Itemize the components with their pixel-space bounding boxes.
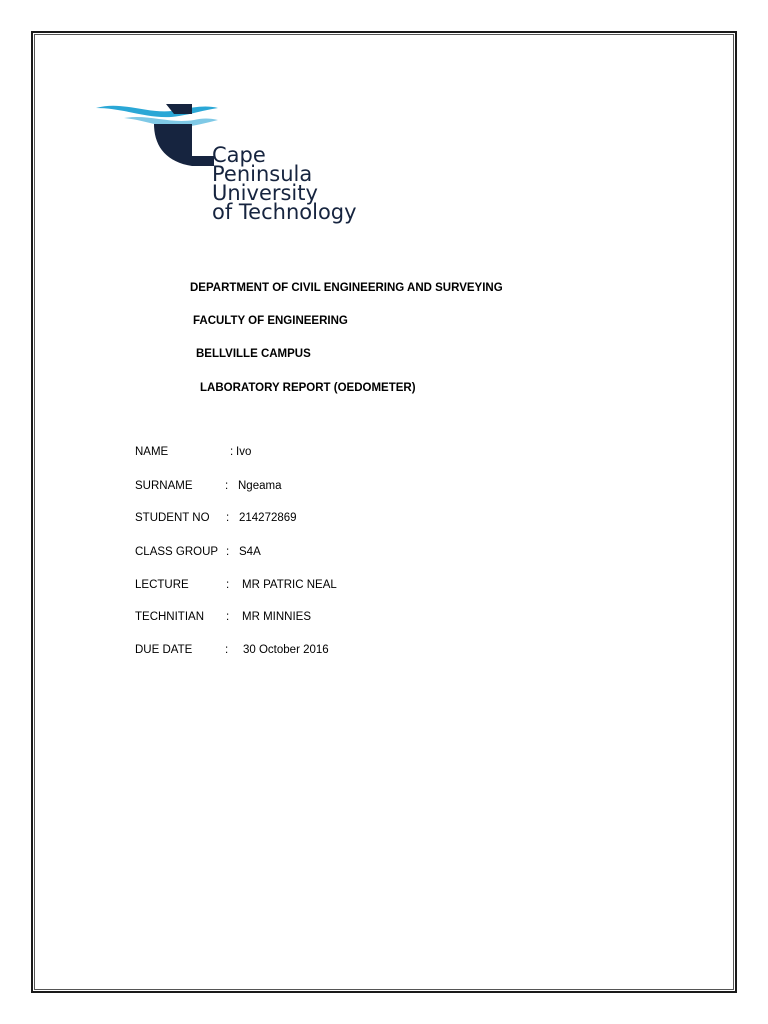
logo-wordmark xyxy=(212,143,357,224)
department-heading: DEPARTMENT OF CIVIL ENGINEERING AND SURVEYING xyxy=(190,282,503,294)
field-separator: : xyxy=(226,512,230,524)
field-label: STUDENT NO xyxy=(135,512,210,524)
field-label: NAME xyxy=(135,446,169,458)
faculty-heading: FACULTY OF ENGINEERING xyxy=(193,315,348,327)
field-label: DUE DATE xyxy=(135,644,193,656)
field-separator: : xyxy=(226,579,230,591)
field-separator: : xyxy=(225,480,229,492)
field-value: Ivo xyxy=(236,446,252,458)
logo-line-3: University xyxy=(212,181,318,205)
field-label: TECHNITIAN xyxy=(135,611,204,623)
field-separator: : xyxy=(226,611,230,623)
logo-line-2: Peninsula xyxy=(212,162,313,186)
campus-heading: BELLVILLE CAMPUS xyxy=(196,348,311,360)
university-logo xyxy=(94,96,414,231)
field-value: S4A xyxy=(239,546,261,558)
field-separator: : xyxy=(230,446,234,458)
field-separator: : xyxy=(226,546,230,558)
logo-line-1: Cape xyxy=(212,143,266,167)
logo-emblem xyxy=(94,96,224,171)
field-separator: : xyxy=(225,644,229,656)
field-label: CLASS GROUP xyxy=(135,546,219,558)
report-title: LABORATORY REPORT (OEDOMETER) xyxy=(200,382,416,394)
field-value: 214272869 xyxy=(239,512,297,524)
logo-line-4: of Technology xyxy=(212,200,357,224)
field-label: SURNAME xyxy=(135,480,193,492)
field-value: MR MINNIES xyxy=(242,611,311,623)
field-value: MR PATRIC NEAL xyxy=(242,579,337,591)
field-value: 30 October 2016 xyxy=(243,644,329,656)
field-value: Ngeama xyxy=(238,480,282,492)
field-label: LECTURE xyxy=(135,579,189,591)
